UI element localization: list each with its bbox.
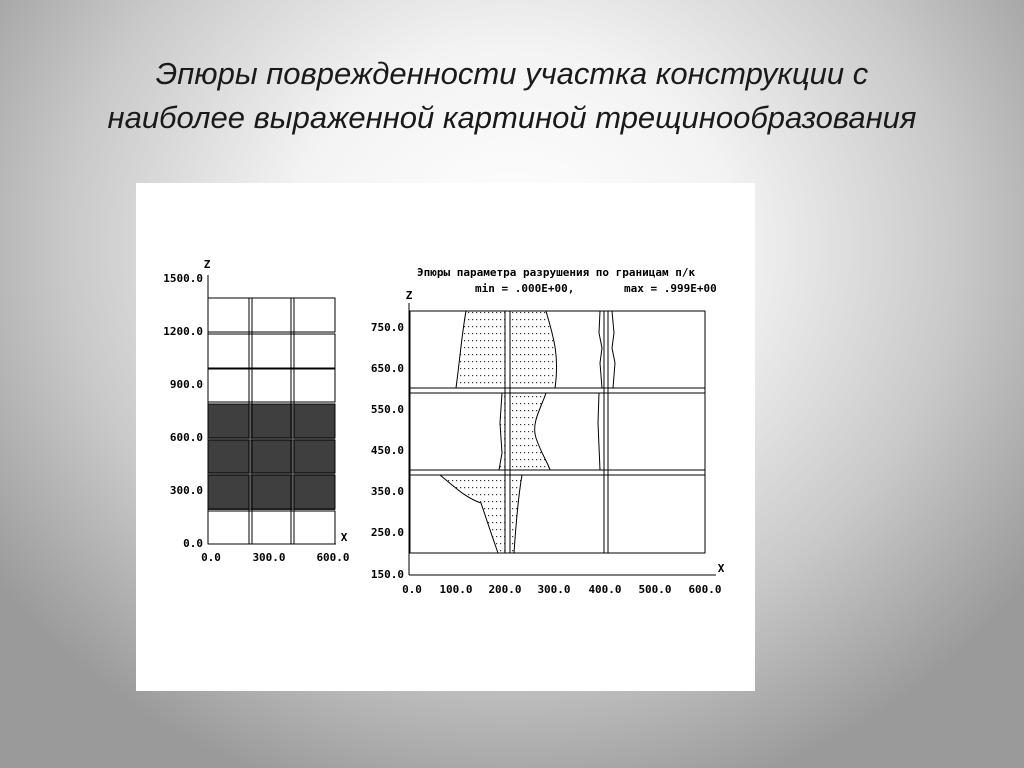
right-z-tick-150: 150.0	[370, 568, 404, 581]
right-z-tick-450: 450.0	[370, 444, 404, 457]
right-x-tick-100: 100.0	[439, 583, 473, 596]
diagram-lower-left	[440, 475, 505, 553]
slide-title	[0, 52, 1024, 140]
diagram-upper-left	[456, 311, 505, 388]
mesh-row-1	[208, 298, 335, 332]
left-z-tick-1200: 1200.0	[163, 325, 203, 338]
mesh-row-7	[208, 511, 335, 544]
right-x-tick-0: 0.0	[402, 583, 422, 596]
left-plot	[163, 258, 349, 564]
left-z-tick-300: 300.0	[169, 484, 203, 497]
right-z-tick-750: 750.0	[370, 321, 404, 334]
damaged-zone	[208, 404, 335, 510]
diagram-middle-left	[499, 393, 505, 470]
left-x-tick-600: 600.0	[316, 551, 350, 564]
diagram-middle-edge	[598, 393, 600, 470]
min-label: min = .000E+00,	[475, 282, 575, 295]
left-x-ticks	[201, 551, 350, 564]
slide-title-line-2: наиболее выраженной картиной трещинообразования	[107, 100, 917, 135]
right-z-ticks	[371, 321, 404, 581]
right-z-tick-250: 250.0	[370, 526, 404, 539]
right-grid	[410, 311, 705, 553]
left-z-tick-0: 0.0	[183, 537, 203, 550]
right-x-tick-500: 500.0	[638, 583, 672, 596]
figure-panel	[136, 183, 755, 691]
right-x-tick-600: 600.0	[688, 583, 722, 596]
slide-title-line-1: Эпюры поврежденности участка конструкции с	[155, 56, 869, 91]
right-x-axis-label: X	[717, 562, 725, 575]
left-z-tick-600: 600.0	[169, 431, 203, 444]
left-z-axis-label: Z	[203, 258, 211, 271]
right-x-tick-200: 200.0	[488, 583, 522, 596]
mesh-row-2	[208, 334, 335, 368]
left-z-ticks	[163, 272, 203, 550]
diagram-middle-band	[499, 393, 600, 470]
diagram-upper-edge-right	[612, 311, 615, 388]
right-plot	[371, 266, 725, 596]
right-x-tick-400: 400.0	[588, 583, 622, 596]
right-z-tick-350: 350.0	[370, 485, 404, 498]
right-x-tick-300: 300.0	[537, 583, 571, 596]
mesh-row-3	[208, 369, 335, 402]
diagram-upper-edge-left	[599, 311, 602, 388]
left-z-tick-900: 900.0	[169, 378, 203, 391]
right-z-tick-550: 550.0	[370, 403, 404, 416]
diagram-upper-band	[456, 311, 615, 388]
right-z-tick-650: 650.0	[370, 362, 404, 375]
right-z-axis-label: Z	[405, 289, 413, 302]
left-z-tick-1500: 1500.0	[163, 272, 203, 285]
left-x-tick-300: 300.0	[252, 551, 286, 564]
right-x-ticks	[402, 583, 722, 596]
left-x-tick-0: 0.0	[201, 551, 221, 564]
diagram-middle-right	[510, 393, 550, 470]
max-label: max = .999E+00	[624, 282, 717, 295]
left-x-axis-label: X	[340, 531, 348, 544]
right-plot-title: Эпюры параметра разрушения по границам п/к	[417, 266, 696, 279]
figure-svg	[136, 183, 755, 691]
right-frame	[410, 311, 705, 553]
